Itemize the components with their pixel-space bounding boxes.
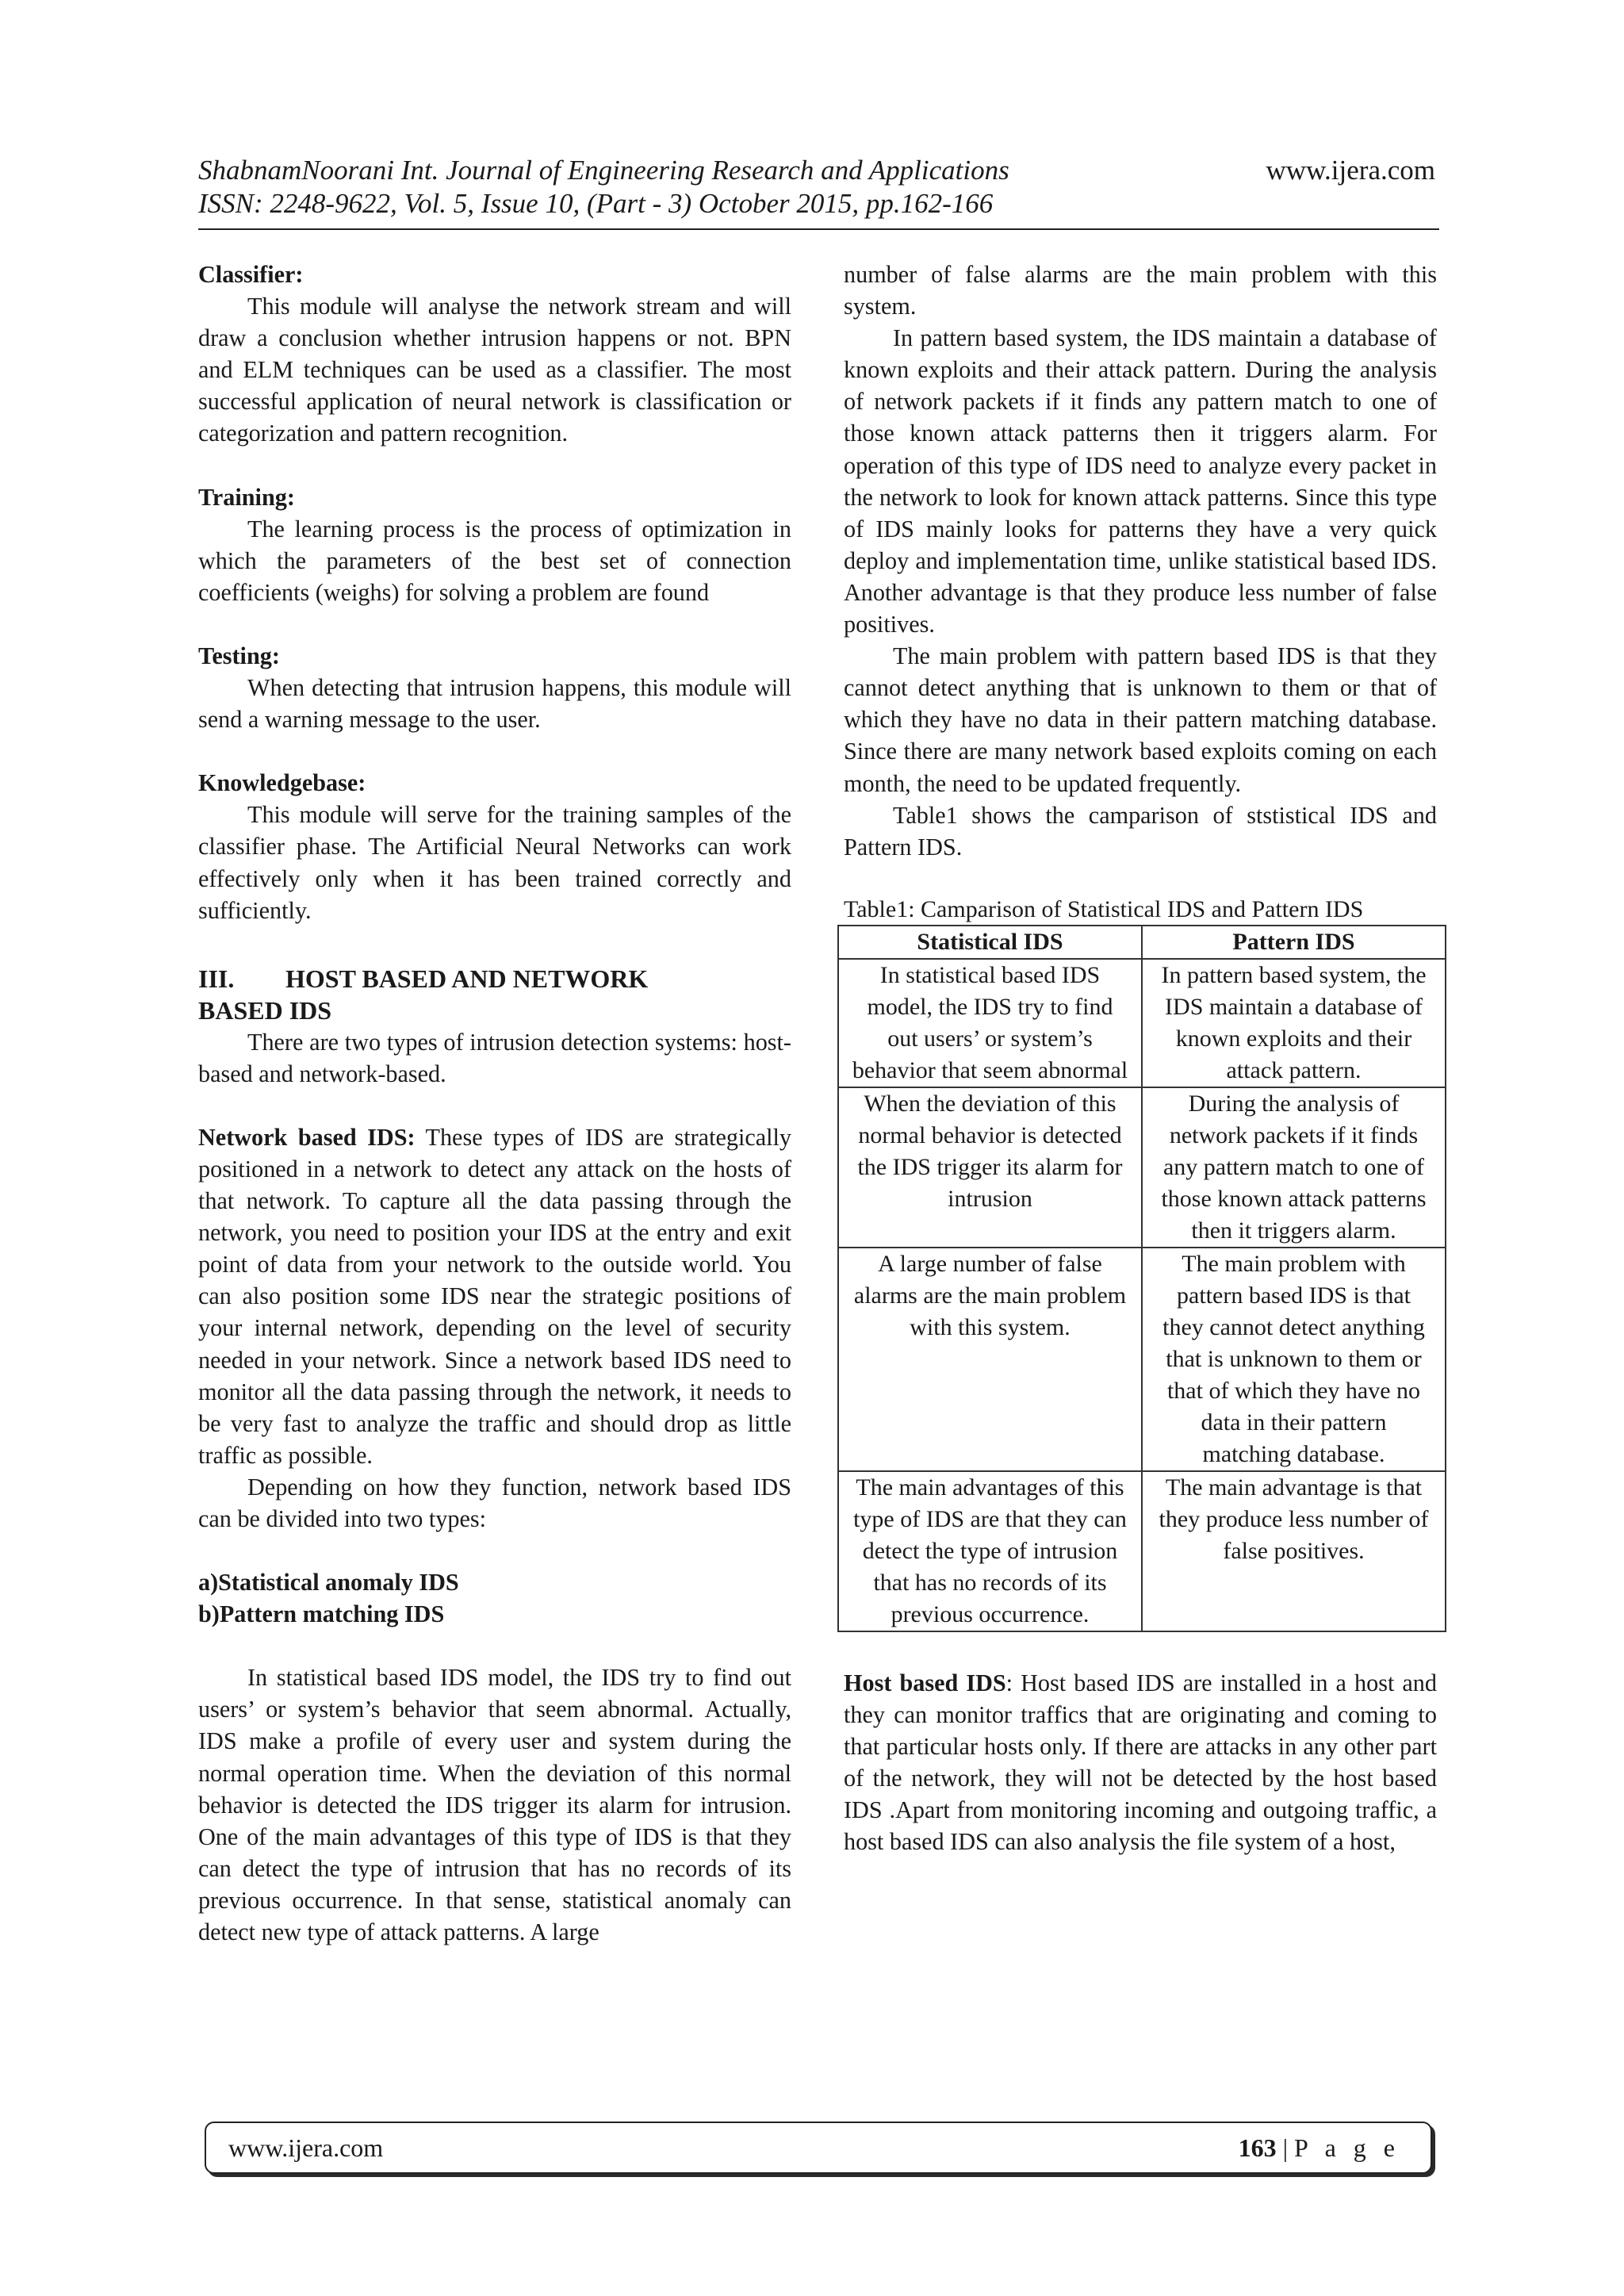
- section-title-line1: HOST BASED AND NETWORK: [285, 964, 649, 993]
- header-rule: [198, 228, 1439, 230]
- table-reference-paragraph: Table1 shows the camparison of ststistical IDS and Pattern IDS.: [844, 801, 1437, 861]
- host-ids-heading: Host based IDS: [844, 1669, 1006, 1696]
- table-cell: During the analysis of network packets if it finds any pattern match to one of those known attack patterns then it triggers alarm.: [1142, 1087, 1446, 1248]
- continuation-paragraph: number of false alarms are the main problem with this system.: [844, 261, 1437, 320]
- table-cell: The main problem with pattern based IDS is that they cannot detect anything that is unknown to them or that of which they have no data in their pattern matching database.: [1142, 1248, 1446, 1471]
- network-ids-heading: Network based IDS:: [198, 1123, 416, 1151]
- depending-paragraph: Depending on how they function, network based IDS can be divided into two types:: [198, 1473, 791, 1532]
- main-problem-paragraph: The main problem with pattern based IDS is that they cannot detect anything that is unknown to them or that of which they have no data in their pattern matching database. Since there are many network based exploits coming on each month, the need to be updated frequently.: [844, 642, 1437, 797]
- table-header-row: [838, 926, 1446, 959]
- training-paragraph: The learning process is the process of optimization in which the parameters of the best set of connection coefficients (weighs) for solving a problem are found: [198, 515, 791, 606]
- page-word: P a g e: [1293, 2133, 1400, 2162]
- table-row: [838, 959, 1446, 1087]
- statistical-paragraph: In statistical based IDS model, the IDS try to find out users’ or system’s behavior that seem abnormal. Actually, IDS make a profile of every user and system during the normal operation time. When the deviation of this normal behavior is detected the IDS trigger its alarm for intrusion. One of the main advantages of this type of IDS is that they can detect the type of intrusion that has no records of its previous occurrence. In that sense, statistical anomaly can detect new type of attack patterns. A large: [198, 1664, 791, 1946]
- table-caption: Table1: Camparison of Statistical IDS and Pattern IDS: [844, 895, 1364, 922]
- page-number-value: 163: [1238, 2133, 1277, 2162]
- table-row: [838, 1248, 1446, 1471]
- table-cell: In pattern based system, the IDS maintain a database of known exploits and their attack pattern.: [1142, 959, 1446, 1087]
- issn-line: ISSN: 2248-9622, Vol. 5, Issue 10, (Part - 3) October 2015, pp.162-166: [198, 188, 994, 219]
- host-ids-body: : Host based IDS are installed in a host and they can monitor traffics that are originating and coming to that particular hosts only. If there are attacks in any other part of the network, they will not be detected by the host based IDS .Apart from monitoring incoming and outgoing traffic, a host based IDS can also analysis the file system of a host,: [844, 1669, 1437, 1856]
- comparison-table: [837, 925, 1446, 1632]
- section-title-line2: BASED IDS: [198, 995, 332, 1025]
- classifier-heading: Classifier:: [198, 261, 304, 288]
- testing-heading: Testing:: [198, 642, 280, 669]
- section-title: [198, 963, 791, 995]
- classifier-paragraph: This module will analyse the network stream and will draw a conclusion whether intrusion happens or not. BPN and ELM techniques can be used as a classifier. The most successful application of neural network is classification or categorization and pattern recognition.: [198, 293, 791, 447]
- testing-paragraph: When detecting that intrusion happens, this module will send a warning message to the user.: [198, 674, 791, 734]
- table-cell: The main advantages of this type of IDS are that they can detect the type of intrusion that has no records of its previous occurrence.: [838, 1471, 1142, 1631]
- page-separator: |: [1276, 2133, 1294, 2162]
- table-header-pattern: Pattern IDS: [1142, 926, 1446, 959]
- table-row: [838, 1087, 1446, 1248]
- table-header-statistical: Statistical IDS: [838, 926, 1142, 959]
- table-row: [838, 1471, 1446, 1631]
- header-website: www.ijera.com: [1266, 155, 1435, 186]
- network-ids-paragraph: [198, 1121, 791, 1471]
- left-column: [198, 259, 791, 1948]
- knowledgebase-paragraph: This module will serve for the training samples of the classifier phase. The Artificial Neural Networks can work effectively only when it has been trained correctly and sufficiently.: [198, 801, 791, 924]
- table-cell: The main advantage is that they produce less number of false positives.: [1142, 1471, 1446, 1631]
- type-b: b)Pattern matching IDS: [198, 1600, 445, 1628]
- section-intro: There are two types of intrusion detection systems: host-based and network-based.: [198, 1028, 791, 1087]
- type-a: a)Statistical anomaly IDS: [198, 1569, 459, 1596]
- right-column: [844, 259, 1437, 1857]
- journal-title: ShabnamNoorani Int. Journal of Engineering Research and Applications: [198, 155, 1009, 186]
- page-header: [198, 154, 1435, 220]
- network-ids-body: These types of IDS are strategically positioned in a network to detect any attack on the hosts of that network. To capture all the data passing through the network, you need to position your IDS at the entry and exit point of data from your network to the outside world. You can also position some IDS near the strategic positions of your internal network, depending on the level of security needed in your network. Since a network based IDS need to monitor all the data passing through the network, it needs to be very fast to analyze the traffic and should drop as little traffic as possible.: [198, 1123, 791, 1469]
- host-ids-paragraph: [844, 1667, 1437, 1858]
- knowledgebase-heading: Knowledgebase:: [198, 769, 366, 797]
- page-footer: [205, 2122, 1432, 2174]
- training-heading: Training:: [198, 483, 295, 511]
- table-cell: When the deviation of this normal behavior is detected the IDS trigger its alarm for intrusion: [838, 1087, 1142, 1248]
- table-cell: A large number of false alarms are the main problem with this system.: [838, 1248, 1142, 1471]
- section-number: III.: [198, 964, 235, 993]
- table-cell: In statistical based IDS model, the IDS try to find out users’ or system’s behavior that seem abnormal: [838, 959, 1142, 1087]
- page-number: [1239, 2133, 1400, 2163]
- footer-website: www.ijera.com: [228, 2133, 384, 2162]
- pattern-paragraph: In pattern based system, the IDS maintain a database of known exploits and their attack pattern. During the analysis of network packets if it finds any pattern match to one of those known attack patterns then it triggers alarm. For operation of this type of IDS need to analyze every packet in the network to look for known attack patterns. Since this type of IDS mainly looks for patterns they have a very quick deploy and implementation time, unlike statistical based IDS. Another advantage is that they produce less number of false positives.: [844, 324, 1437, 638]
